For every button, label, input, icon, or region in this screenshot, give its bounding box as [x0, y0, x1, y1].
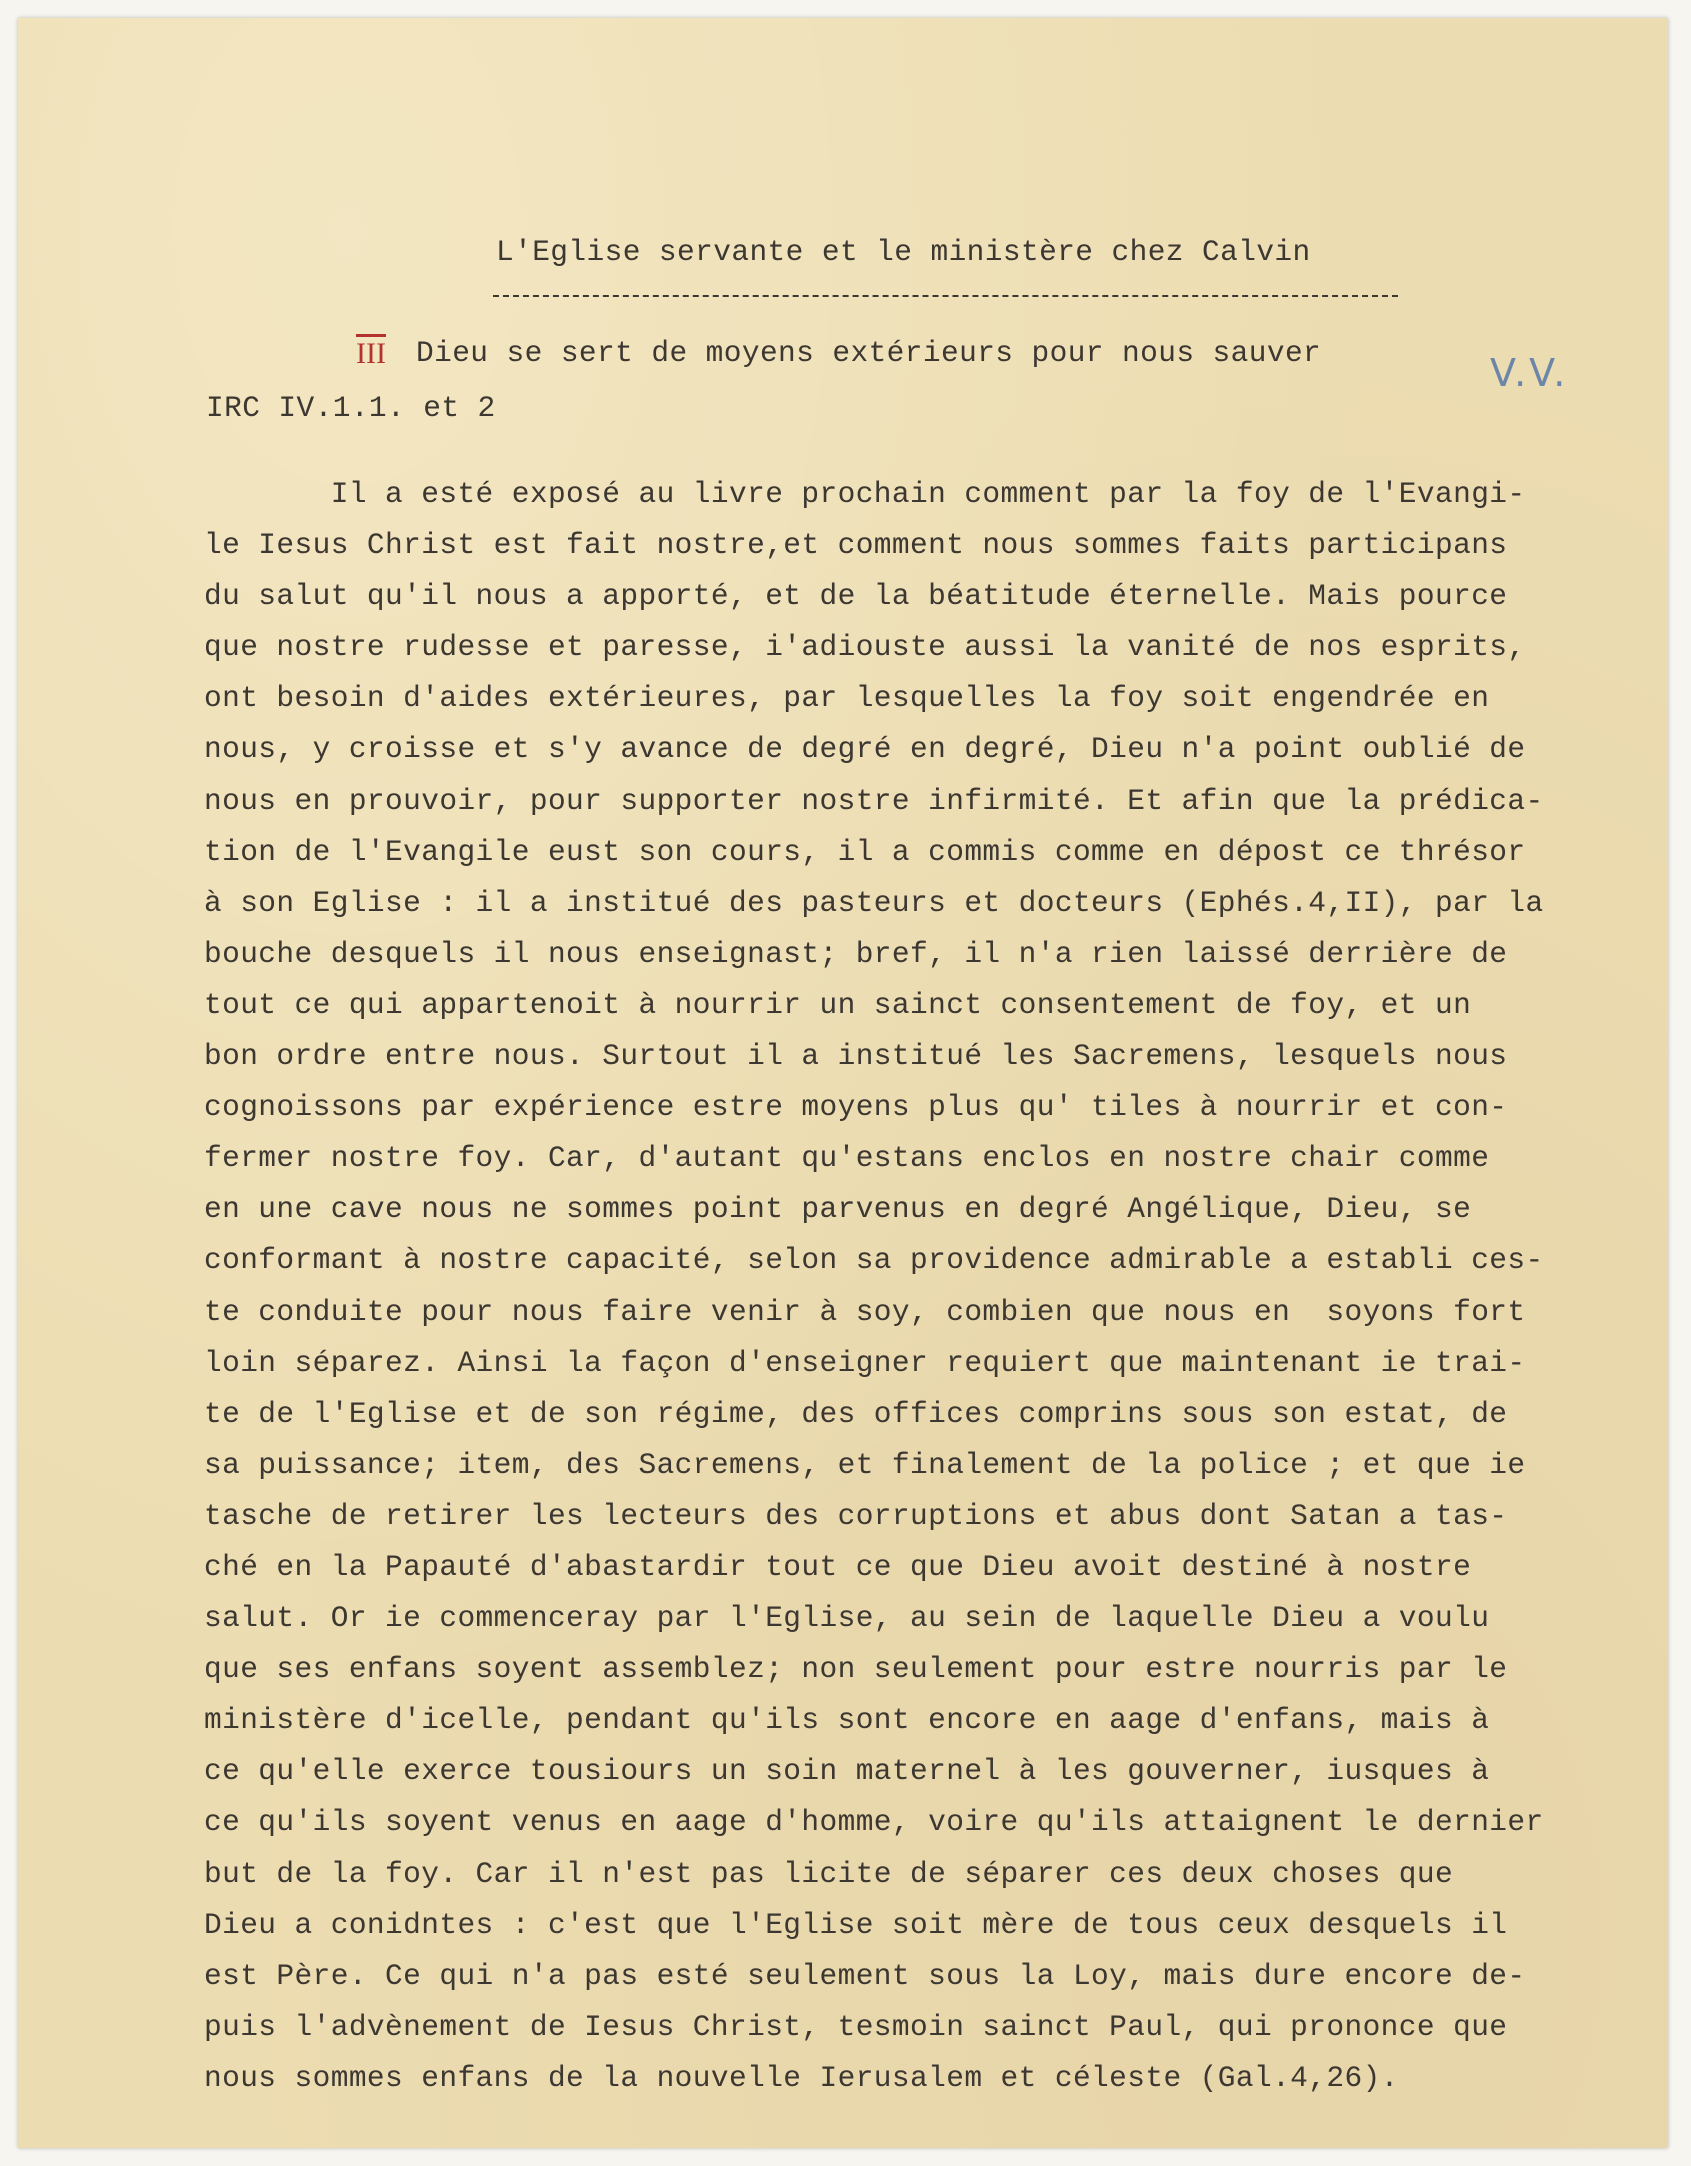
- typed-page: [18, 18, 1668, 2148]
- text-line: tion de l'Evangile eust son cours, il a commis comme en dépost ce thrésor: [204, 834, 1526, 869]
- title-underline: [493, 295, 1398, 297]
- text-line: bon ordre entre nous. Surtout il a institué les Sacremens, lesquels nous: [204, 1039, 1508, 1074]
- text-line: nous en prouvoir, pour supporter nostre infirmité. Et afin que la prédica-: [204, 783, 1544, 818]
- text-line: tasche de retirer les lecteurs des corruptions et abus dont Satan a tas-: [204, 1498, 1508, 1533]
- text-line: ce qu'ils soyent venus en aage d'homme, voire qu'ils attaignent le dernier: [204, 1805, 1544, 1840]
- text-line: nous sommes enfans de la nouvelle Ierusalem et céleste (Gal.4,26).: [204, 2060, 1399, 2095]
- text-line: te de l'Eglise et de son régime, des offices comprins sous son estat, de: [204, 1396, 1508, 1431]
- handwritten-initials: V.V.: [1490, 351, 1569, 395]
- text-line: est Père. Ce qui n'a pas esté seulement sous la Loy, mais dure encore de-: [204, 1958, 1526, 1993]
- body-text: [204, 469, 1674, 2104]
- text-line: nous, y croisse et s'y avance de degré en degré, Dieu n'a point oublié de: [204, 732, 1526, 767]
- text-line: ont besoin d'aides extérieures, par lesquelles la foy soit engendrée en: [204, 681, 1490, 716]
- text-line: but de la foy. Car il n'est pas licite de séparer ces deux choses que: [204, 1856, 1454, 1891]
- text-line: que ses enfans soyent assemblez; non seulement pour estre nourris par le: [204, 1652, 1508, 1687]
- text-line: ce qu'elle exerce tousiours un soin maternel à les gouverner, iusques à: [204, 1754, 1490, 1789]
- section-heading: Dieu se sert de moyens extérieurs pour nous sauver: [416, 336, 1322, 370]
- section-number-mark: $\overline{III}$: [356, 337, 386, 370]
- text-line: que nostre rudesse et paresse, i'adiouste aussi la vanité de nos esprits,: [204, 630, 1526, 665]
- text-line: ché en la Papauté d'abastardir tout ce que Dieu avoit destiné à nostre: [204, 1549, 1472, 1584]
- text-line: fermer nostre foy. Car, d'autant qu'estans enclos en nostre chair comme: [204, 1141, 1490, 1176]
- text-line: salut. Or ie commenceray par l'Eglise, au sein de laquelle Dieu a voulu: [204, 1601, 1490, 1636]
- text-line: sa puissance; item, des Sacremens, et finalement de la police ; et que ie: [204, 1447, 1526, 1482]
- text-line: puis l'advènement de Iesus Christ, tesmoin sainct Paul, qui prononce que: [204, 2009, 1508, 2044]
- text-line: en une cave nous ne sommes point parvenus en degré Angélique, Dieu, se: [204, 1192, 1472, 1227]
- text-line: cognoissons par expérience estre moyens plus qu' tiles à nourrir et con-: [204, 1090, 1508, 1125]
- text-line: bouche desquels il nous enseignast; bref, il n'a rien laissé derrière de: [204, 936, 1508, 971]
- text-line: conformant à nostre capacité, selon sa providence admirable a establi ces-: [204, 1243, 1544, 1278]
- text-line: tout ce qui appartenoit à nourrir un sainct consentement de foy, et un: [204, 987, 1472, 1022]
- text-line: te conduite pour nous faire venir à soy, combien que nous en soyons fort: [204, 1294, 1526, 1329]
- text-line: Il a esté exposé au livre prochain comment par la foy de l'Evangi-: [204, 477, 1526, 511]
- text-line: loin séparez. Ainsi la façon d'enseigner requiert que maintenant ie trai-: [204, 1345, 1526, 1380]
- text-line: du salut qu'il nous a apporté, et de la béatitude éternelle. Mais pource: [204, 579, 1508, 614]
- text-line: ministère d'icelle, pendant qu'ils sont encore en aage d'enfans, mais à: [204, 1703, 1490, 1738]
- text-line: Dieu a conidntes : c'est que l'Eglise soit mère de tous ceux desquels il: [204, 1907, 1508, 1942]
- document-title: L'Eglise servante et le ministère chez Calvin: [496, 235, 1311, 269]
- text-line: à son Eglise : il a institué des pasteurs et docteurs (Ephés.4,II), par la: [204, 885, 1544, 920]
- text-line: le Iesus Christ est fait nostre,et comment nous sommes faits participans: [204, 528, 1508, 563]
- reference-citation: IRC IV.1.1. et 2: [206, 391, 496, 425]
